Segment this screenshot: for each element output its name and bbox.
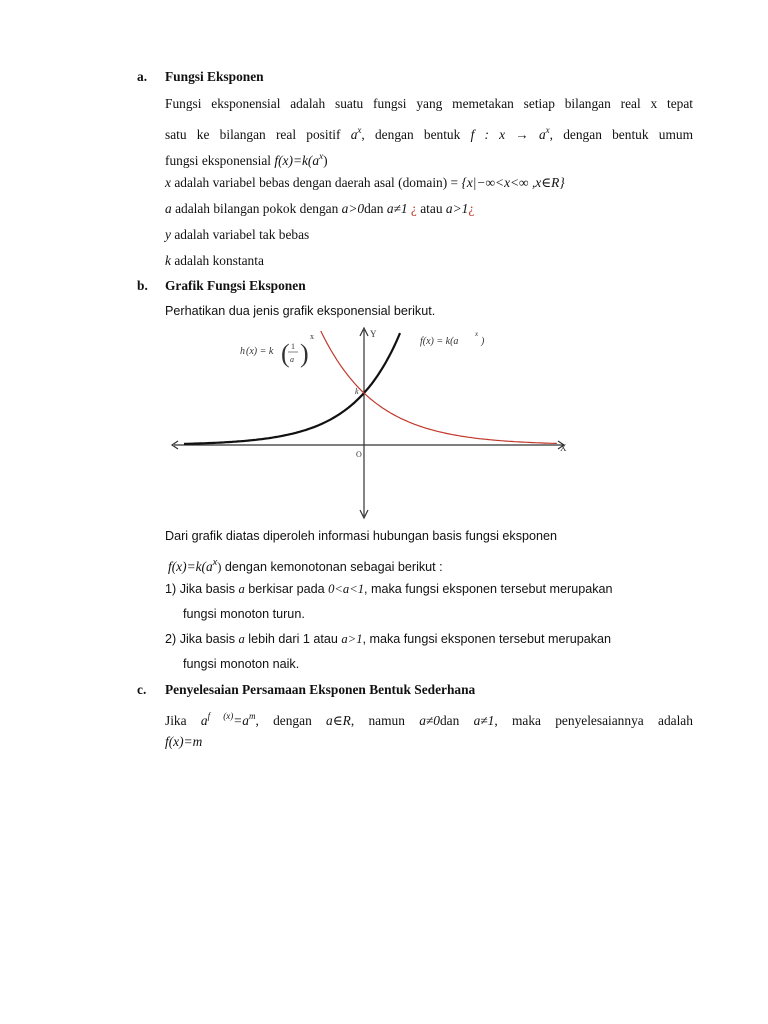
exponential-graph: [170, 326, 590, 522]
mapping-formula: f : x → a: [470, 127, 546, 142]
label-h-exp: x: [310, 332, 314, 341]
label-h: [240, 332, 314, 368]
item1-text-a: Jika basis: [179, 582, 235, 596]
c-dengan: , dengan: [255, 713, 312, 728]
c-eq-mid: =a: [233, 713, 249, 728]
def-k-line: [165, 252, 264, 270]
after-formula-end: ): [217, 560, 222, 574]
section-a-title: Fungsi Eksponen: [165, 69, 264, 84]
item2-text-a: Jika basis: [179, 632, 235, 646]
section-c-line2: f(x)=m: [165, 734, 203, 749]
list-item-1-cont: fungsi monoton turun.: [183, 607, 305, 621]
para-line2-text3: , dengan bentuk umum: [549, 127, 693, 142]
label-h-paren: (x) = k: [246, 346, 274, 357]
para-line2-text: satu ke bilangan real positif: [165, 127, 341, 142]
cond-a-ne-1: a≠1: [386, 201, 408, 216]
item2-num: 2): [165, 632, 177, 646]
c-cond2: a≠0: [419, 713, 440, 728]
c-equation: [201, 713, 256, 728]
after2-text: dengan kemonotonan sebagai berikut :: [224, 560, 443, 574]
item2-text-c: , maka fungsi eksponen tersebut merupakan: [362, 632, 612, 646]
item1-var: a: [238, 582, 245, 596]
section-b-title: Grafik Fungsi Eksponen: [165, 278, 306, 293]
cond-a-gt-1: a>1: [445, 201, 469, 216]
c-dan: dan: [439, 713, 460, 728]
item2-text-b: lebih dari 1 atau: [248, 632, 338, 646]
item2-cond: a>1: [341, 632, 363, 646]
cond-a-gt-0: a>0: [341, 201, 365, 216]
ax-base: a: [350, 127, 358, 142]
def-a-text: adalah bilangan pokok dengan: [175, 201, 339, 216]
mapping-exp: x: [545, 125, 550, 135]
item1-cond: 0<a<1: [328, 582, 364, 596]
general-formula-exp: x: [319, 151, 324, 161]
domain-set: {x|−∞<x<∞ ,x∈R}: [461, 175, 565, 190]
section-a-para-line2: [165, 121, 693, 144]
label-h-lhs: h: [240, 346, 245, 357]
list-item-2: [165, 630, 611, 648]
def-k-text: adalah konstanta: [174, 253, 264, 268]
c-eq-base: a: [200, 713, 208, 728]
var-k: k: [165, 253, 171, 268]
para-line3-text: fungsi eksponensial: [165, 153, 271, 168]
axis-y-label: Y: [370, 329, 377, 339]
c-eq-exp: f (x): [207, 711, 234, 721]
label-h-lparen: (: [281, 339, 290, 368]
c-eq-exp2: m: [248, 711, 256, 721]
label-h-rparen: ): [300, 339, 309, 368]
c-namun: , namun: [350, 713, 405, 728]
item1-text-b: berkisar pada: [248, 582, 325, 596]
after-formula-exp: x: [212, 557, 218, 567]
section-a-para-line1: Fungsi eksponensial adalah suatu fungsi yang memetakan setiap bilangan real x tepat: [165, 96, 693, 111]
glyph-1: ¿: [410, 201, 417, 216]
label-f-exp: x: [475, 330, 479, 338]
def-a-line: [165, 200, 474, 218]
section-a-letter: a.: [137, 69, 148, 84]
general-formula-end: ): [323, 153, 328, 168]
section-b-intro: Perhatikan dua jenis grafik eksponensial berikut.: [165, 304, 436, 318]
section-c-letter: c.: [137, 682, 147, 697]
section-a-para-line3: [165, 147, 328, 170]
glyph-2: ¿: [468, 201, 475, 216]
label-f: [420, 330, 485, 347]
ax-exp: x: [357, 125, 362, 135]
origin-label: O: [356, 450, 362, 459]
section-b-letter: b.: [137, 278, 148, 293]
c-cond1: a∈R: [326, 713, 351, 728]
word-dan: dan: [364, 201, 384, 216]
def-y-text: adalah variabel tak bebas: [174, 227, 310, 242]
def-y-line: [165, 226, 309, 244]
def-x-text: adalah variabel bebas dengan daerah asal (domain) =: [174, 175, 459, 190]
k-mark: k: [355, 387, 359, 396]
section-b-after2: [168, 553, 443, 576]
list-item-1: [165, 580, 613, 598]
general-formula: f(x)=k(a: [274, 153, 320, 168]
word-atau: atau: [420, 201, 443, 216]
var-x: x: [165, 175, 171, 190]
section-c-line1: [165, 707, 693, 730]
c-end: , maka penyelesaiannya adalah: [494, 713, 693, 728]
item1-text-c: , maka fungsi eksponen tersebut merupakan: [364, 582, 613, 596]
item1-num: 1): [165, 582, 177, 596]
var-a: a: [165, 201, 172, 216]
section-b-after1: Dari grafik diatas diperoleh informasi hubungan basis fungsi eksponen: [165, 529, 558, 543]
def-x-line: [165, 174, 565, 192]
axis-x-label: X: [560, 443, 567, 453]
label-f-end: ): [481, 336, 485, 347]
list-item-2-cont: fungsi monoton naik.: [183, 657, 300, 671]
item2-var: a: [238, 632, 245, 646]
after-formula: f(x)=k(a: [168, 559, 213, 574]
para-line2-text2: , dengan bentuk: [361, 127, 461, 142]
section-c-title: Penyelesaian Persamaan Eksponen Bentuk Sederhana: [165, 682, 476, 697]
label-h-den: a: [290, 355, 294, 364]
var-y: y: [165, 227, 171, 242]
label-h-num: 1: [291, 342, 295, 351]
label-f-main: f(x) = k(a: [420, 336, 459, 347]
c-cond3: a≠1: [473, 713, 495, 728]
c-jika: Jika: [165, 713, 187, 728]
